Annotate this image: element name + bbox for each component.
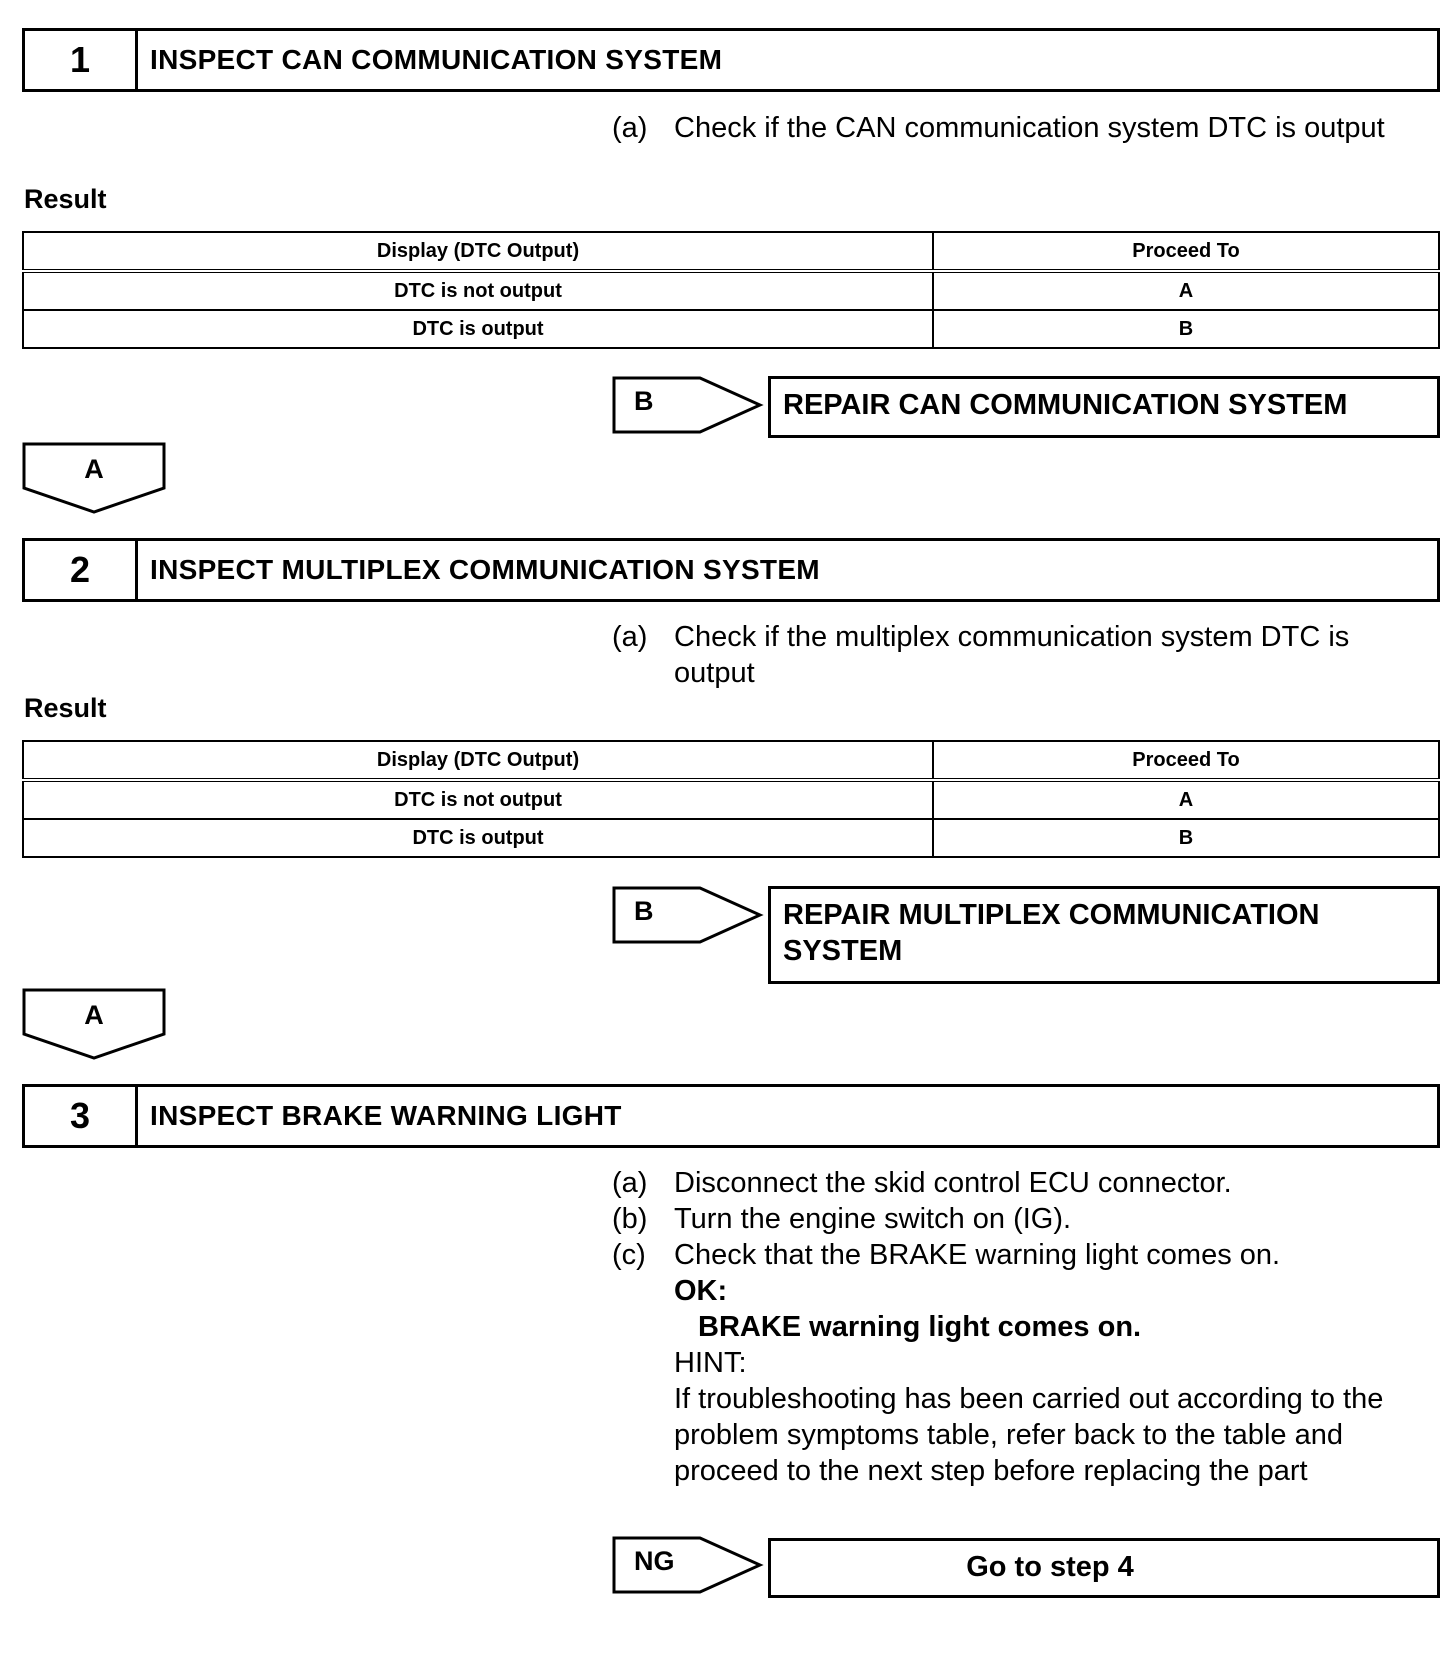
instruction-label: (a) [612,112,648,144]
instruction-item [612,1165,1442,1201]
table-header: Proceed To [933,741,1439,780]
instruction-text: Disconnect the skid control ECU connector. [674,1167,1232,1199]
table-cell: B [933,819,1439,857]
branch-tag [612,376,764,434]
continue-tag-label: A [84,1000,104,1030]
branch-tag [612,886,764,944]
instruction-label: (a) [612,621,648,653]
step-3-header [22,1084,1440,1148]
result-table [22,740,1440,858]
step-title: INSPECT BRAKE WARNING LIGHT [150,1100,622,1131]
continue-tag [22,988,166,1060]
step-number: 2 [25,541,138,599]
result-label: Result [24,184,107,214]
instruction-item [612,619,1442,695]
result-label: Result [24,693,107,723]
table-header: Display (DTC Output) [23,232,933,271]
result-table [22,231,1440,349]
table-row [23,819,1439,857]
continue-tag [22,442,166,514]
step-1-header [22,28,1440,92]
branch-tag-label: NG [634,1546,675,1576]
action-box: REPAIR CAN COMMUNICATION SYSTEM [768,376,1440,438]
table-header: Display (DTC Output) [23,741,933,780]
table-row [23,780,1439,819]
hint-label: HINT: [674,1347,747,1379]
step-number: 1 [25,31,138,89]
instruction-text: Turn the engine switch on (IG). [674,1203,1072,1235]
table-cell: DTC is output [23,310,933,348]
continue-tag-label: A [84,454,104,484]
instruction-text: Check that the BRAKE warning light comes on. [674,1239,1281,1271]
table-cell: DTC is not output [23,271,933,310]
table-row [23,271,1439,310]
instruction-label: (b) [612,1203,648,1235]
instruction-text: Check if the CAN communication system DTC is output [674,112,1385,144]
action-box: REPAIR MULTIPLEX COMMUNICATION SYSTEM [768,886,1440,984]
table-cell: DTC is not output [23,780,933,819]
instruction-item [612,1201,1442,1237]
instruction-text: Check if the multiplex communication system DTC is output [674,621,1350,689]
instruction-label: (c) [612,1239,646,1271]
table-cell: DTC is output [23,819,933,857]
table-cell: A [933,271,1439,310]
ok-text: BRAKE warning light comes on. [698,1311,1142,1343]
ok-label: OK: [674,1275,728,1307]
step-title: INSPECT MULTIPLEX COMMUNICATION SYSTEM [150,554,820,585]
step-2-header [22,538,1440,602]
instruction-item [612,1237,1442,1273]
step-number: 3 [25,1087,138,1145]
instruction-item [612,110,1442,150]
table-header: Proceed To [933,232,1439,271]
table-row [23,310,1439,348]
branch-tag-label: B [634,896,654,926]
go-to-step-box[interactable]: Go to step 4 [768,1538,1440,1598]
branch-tag [612,1536,764,1594]
hint-text: If troubleshooting has been carried out according to the problem symptoms table, refer back to the table and proceed to the next step before replacing the part [674,1383,1384,1487]
step-title: INSPECT CAN COMMUNICATION SYSTEM [150,44,723,75]
table-cell: B [933,310,1439,348]
branch-tag-label: B [634,386,654,416]
table-cell: A [933,780,1439,819]
instruction-label: (a) [612,1167,648,1199]
